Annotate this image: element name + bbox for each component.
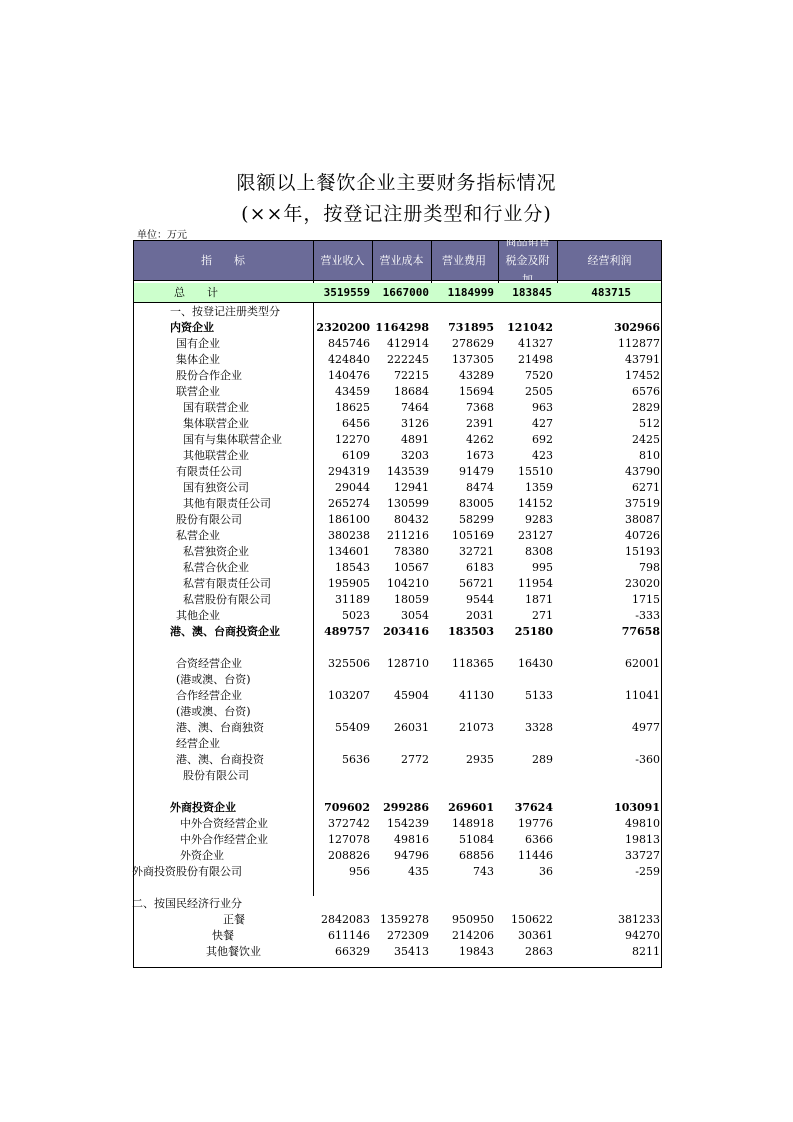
row-value: 195905: [328, 577, 370, 590]
row-value: 7368: [466, 401, 494, 414]
row-value: 6456: [342, 417, 370, 430]
table-row: [134, 768, 661, 784]
row-value: 222245: [387, 353, 429, 366]
row-value: 35413: [394, 945, 429, 958]
row-value: 6183: [466, 561, 494, 574]
row-value: 78380: [394, 545, 429, 558]
row-value: 23127: [518, 529, 553, 542]
row-value: 3328: [525, 721, 553, 734]
row-label: 其他餐饮业: [206, 945, 261, 958]
row-value: 1164298: [375, 321, 429, 334]
table-row: [134, 544, 661, 560]
row-label: 港、澳、台商独资: [176, 721, 264, 734]
table-row: [134, 656, 661, 672]
row-value: 2935: [466, 753, 494, 766]
row-value: 950950: [452, 913, 494, 926]
row-value: 6271: [632, 481, 660, 494]
row-value: -360: [635, 753, 660, 766]
row-value: 77658: [621, 625, 660, 638]
table-row: [134, 560, 661, 576]
row-value: -259: [635, 865, 660, 878]
row-value: 18625: [335, 401, 370, 414]
row-label: 港、澳、台商投资: [176, 753, 264, 766]
row-value: 137305: [452, 353, 494, 366]
row-value: -333: [635, 609, 660, 622]
row-value: 103207: [328, 689, 370, 702]
row-value: 709602: [324, 801, 370, 814]
row-label: 股份有限公司: [176, 513, 242, 526]
row-label: 集体联营企业: [183, 417, 249, 430]
row-value: 19813: [625, 833, 660, 846]
row-label: 其他企业: [176, 609, 220, 622]
row-value: 29044: [335, 481, 370, 494]
row-label: 外商投资企业: [170, 801, 236, 814]
row-value: 2391: [466, 417, 494, 430]
table-row: [134, 480, 661, 496]
row-value: 489757: [324, 625, 370, 638]
row-value: 12941: [394, 481, 429, 494]
table-row: [134, 576, 661, 592]
table-row: [134, 928, 661, 944]
row-value: 127078: [328, 833, 370, 846]
row-value: 150622: [511, 913, 553, 926]
table-row: [134, 704, 661, 720]
row-value: 26031: [394, 721, 429, 734]
row-value: 3203: [401, 449, 429, 462]
table-row: [134, 736, 661, 752]
row-value: 19776: [518, 817, 553, 830]
table-row: [134, 832, 661, 848]
row-value: 43289: [459, 369, 494, 382]
row-value: 36: [539, 865, 553, 878]
header-tax: 商品销售税金及附加: [505, 235, 550, 286]
row-value: 3126: [401, 417, 429, 430]
table-row: [134, 944, 661, 960]
row-value: 272309: [387, 929, 429, 942]
row-label: 经营企业: [176, 737, 220, 750]
table-row: [134, 512, 661, 528]
row-value: 30361: [518, 929, 553, 942]
row-label: 其他有限责任公司: [183, 497, 271, 510]
row-value: 11446: [518, 849, 553, 862]
table-row: [134, 912, 661, 928]
row-value: 2863: [525, 945, 553, 958]
row-value: 32721: [459, 545, 494, 558]
row-value: 25180: [514, 625, 553, 638]
row-value: 112877: [618, 337, 660, 350]
row-value: 41327: [518, 337, 553, 350]
row-value: 37519: [625, 497, 660, 510]
total-row: [134, 283, 661, 303]
table-row: [134, 432, 661, 448]
table-row: [134, 608, 661, 624]
row-value: 8308: [525, 545, 553, 558]
row-label: 联营企业: [176, 385, 220, 398]
row-value: 8474: [466, 481, 494, 494]
row-value: 372742: [328, 817, 370, 830]
row-label: 私营合伙企业: [183, 561, 249, 574]
row-value: 2842083: [321, 913, 370, 926]
row-value: 148918: [452, 817, 494, 830]
row-value: 6576: [632, 385, 660, 398]
row-value: 183503: [448, 625, 494, 638]
row-label: 中外合资经营企业: [180, 817, 268, 830]
row-value: 269601: [448, 801, 494, 814]
page-subtitle: (××年，按登记注册类型和行业分): [241, 203, 552, 225]
row-value: 56721: [459, 577, 494, 590]
row-value: 41130: [459, 689, 494, 702]
row-value: 10567: [394, 561, 429, 574]
table-row: [134, 816, 661, 832]
row-value: 33727: [625, 849, 660, 862]
row-value: 2505: [525, 385, 553, 398]
row-value: 214206: [452, 929, 494, 942]
row-value: 11954: [518, 577, 553, 590]
row-label: 有限责任公司: [176, 465, 242, 478]
row-value: 19843: [459, 945, 494, 958]
row-value: 94270: [625, 929, 660, 942]
row-value: 43459: [335, 385, 370, 398]
row-value: 4977: [632, 721, 660, 734]
row-label: 正餐: [223, 913, 245, 926]
table-row: [134, 800, 661, 816]
row-value: 289: [532, 753, 553, 766]
row-value: 43791: [625, 353, 660, 366]
table-row: [134, 304, 661, 320]
table-row: [134, 496, 661, 512]
row-value: 5133: [525, 689, 553, 702]
row-label: 二、按国民经济行业分: [132, 897, 242, 910]
row-value: 40726: [625, 529, 660, 542]
table-row: [134, 752, 661, 768]
row-value: 154239: [387, 817, 429, 830]
row-value: 18059: [394, 593, 429, 606]
row-value: 5636: [342, 753, 370, 766]
row-value: 325506: [328, 657, 370, 670]
row-value: 23020: [625, 577, 660, 590]
table-row: [134, 896, 661, 912]
table-row: [134, 416, 661, 432]
row-value: 211216: [387, 529, 429, 542]
row-value: 7464: [401, 401, 429, 414]
total-expense: 1184999: [447, 286, 494, 299]
row-value: 143539: [387, 465, 429, 478]
row-label: 其他联营企业: [183, 449, 249, 462]
row-value: 995: [532, 561, 553, 574]
row-label: (港或澳、台资): [176, 705, 251, 718]
row-value: 423: [532, 449, 553, 462]
row-value: 956: [349, 865, 370, 878]
row-value: 58299: [459, 513, 494, 526]
row-value: 380238: [328, 529, 370, 542]
row-value: 1871: [525, 593, 553, 606]
row-label: 私营企业: [176, 529, 220, 542]
row-value: 2320200: [316, 321, 370, 334]
row-value: 15193: [625, 545, 660, 558]
row-value: 3054: [401, 609, 429, 622]
row-label: 国有联营企业: [183, 401, 249, 414]
row-value: 103091: [614, 801, 660, 814]
row-value: 203416: [383, 625, 429, 638]
row-value: 37624: [514, 801, 553, 814]
table-row: [134, 368, 661, 384]
row-value: 427: [532, 417, 553, 430]
row-value: 140476: [328, 369, 370, 382]
row-value: 6366: [525, 833, 553, 846]
row-value: 21498: [518, 353, 553, 366]
total-profit: 483715: [591, 286, 631, 299]
row-value: 21073: [459, 721, 494, 734]
row-value: 743: [473, 865, 494, 878]
row-label: 快餐: [212, 929, 234, 942]
row-value: 18684: [394, 385, 429, 398]
row-value: 31189: [335, 593, 370, 606]
row-value: 51084: [459, 833, 494, 846]
row-value: 2829: [632, 401, 660, 414]
row-value: 49810: [625, 817, 660, 830]
row-value: 845746: [328, 337, 370, 350]
row-value: 104210: [387, 577, 429, 590]
row-value: 128710: [387, 657, 429, 670]
row-value: 271: [532, 609, 553, 622]
row-value: 265274: [328, 497, 370, 510]
row-label: 私营股份有限公司: [183, 593, 271, 606]
table-row: [134, 400, 661, 416]
row-value: 299286: [383, 801, 429, 814]
table-row: [134, 672, 661, 688]
row-label: 国有与集体联营企业: [183, 433, 282, 446]
row-value: 2772: [401, 753, 429, 766]
table-row: [134, 880, 661, 896]
row-value: 83005: [459, 497, 494, 510]
table-row: [134, 864, 661, 880]
row-value: 12270: [335, 433, 370, 446]
row-value: 66329: [335, 945, 370, 958]
table-row: [134, 720, 661, 736]
page-title: 限额以上餐饮企业主要财务指标情况: [236, 172, 557, 194]
row-value: 381233: [618, 913, 660, 926]
table-row: [134, 688, 661, 704]
total-revenue: 3519559: [323, 286, 370, 299]
row-value: 16430: [518, 657, 553, 670]
table-row: [134, 464, 661, 480]
row-value: 43790: [625, 465, 660, 478]
row-value: 1715: [632, 593, 660, 606]
row-label: 私营有限责任公司: [183, 577, 271, 590]
total-label: 总 计: [174, 286, 218, 299]
row-value: 611146: [328, 929, 370, 942]
row-label: 集体企业: [176, 353, 220, 366]
total-tax: 183845: [512, 286, 552, 299]
unit-label: 单位：万元: [137, 230, 187, 241]
row-label: 港、澳、台商投资企业: [170, 625, 280, 638]
header-revenue: 营业收入: [320, 254, 365, 267]
row-label: 私营独资企业: [183, 545, 249, 558]
row-value: 118365: [452, 657, 494, 670]
row-value: 302966: [614, 321, 660, 334]
row-value: 6109: [342, 449, 370, 462]
table-row: [134, 528, 661, 544]
row-label: 股份有限公司: [183, 769, 249, 782]
row-value: 9283: [525, 513, 553, 526]
row-label: (港或澳、台资): [176, 673, 251, 686]
row-value: 2425: [632, 433, 660, 446]
row-value: 294319: [328, 465, 370, 478]
row-label: 国有企业: [176, 337, 220, 350]
row-value: 208826: [328, 849, 370, 862]
row-label: 外资企业: [180, 849, 224, 862]
row-value: 94796: [394, 849, 429, 862]
table-row: [134, 848, 661, 864]
row-value: 130599: [387, 497, 429, 510]
row-value: 412914: [387, 337, 429, 350]
row-value: 15694: [459, 385, 494, 398]
table-row: [134, 784, 661, 800]
row-value: 38087: [625, 513, 660, 526]
row-label: 国有独资公司: [183, 481, 249, 494]
row-value: 1359: [525, 481, 553, 494]
table-row: [134, 352, 661, 368]
header-profit: 经营利润: [587, 254, 632, 267]
row-label: 合资经营企业: [176, 657, 242, 670]
row-value: 15510: [518, 465, 553, 478]
row-value: 11041: [625, 689, 660, 702]
row-value: 49816: [394, 833, 429, 846]
table-row: [134, 384, 661, 400]
row-value: 810: [639, 449, 660, 462]
header-indicator: 指 标: [201, 254, 245, 267]
header-expense: 营业费用: [442, 254, 486, 267]
row-value: 1673: [466, 449, 494, 462]
row-value: 512: [639, 417, 660, 430]
table-row: [134, 640, 661, 656]
row-value: 121042: [507, 321, 553, 334]
table-row: [134, 320, 661, 336]
table-row: [134, 448, 661, 464]
row-value: 424840: [328, 353, 370, 366]
row-value: 435: [408, 865, 429, 878]
row-value: 45904: [394, 689, 429, 702]
row-value: 692: [532, 433, 553, 446]
row-value: 72215: [394, 369, 429, 382]
row-value: 14152: [518, 497, 553, 510]
row-value: 2031: [466, 609, 494, 622]
table-row: [134, 336, 661, 352]
total-cost: 1667000: [382, 286, 429, 299]
row-value: 17452: [625, 369, 660, 382]
row-value: 5023: [342, 609, 370, 622]
row-label: 股份合作企业: [176, 369, 242, 382]
row-value: 798: [639, 561, 660, 574]
row-label: 外商投资股份有限公司: [132, 865, 242, 878]
row-label: 一、按登记注册类型分: [170, 305, 280, 318]
row-label: 合作经营企业: [176, 689, 242, 702]
row-label: 内资企业: [170, 321, 214, 334]
header-divider: [134, 280, 661, 281]
row-value: 8211: [632, 945, 660, 958]
row-value: 91479: [459, 465, 494, 478]
row-value: 963: [532, 401, 553, 414]
table-row: [134, 592, 661, 608]
row-value: 68856: [459, 849, 494, 862]
row-value: 186100: [328, 513, 370, 526]
row-value: 731895: [448, 321, 494, 334]
row-value: 62001: [625, 657, 660, 670]
row-value: 18543: [335, 561, 370, 574]
table-row: [134, 624, 661, 640]
row-value: 55409: [335, 721, 370, 734]
row-value: 4891: [401, 433, 429, 446]
row-value: 134601: [328, 545, 370, 558]
row-value: 80432: [394, 513, 429, 526]
row-value: 1359278: [380, 913, 429, 926]
row-value: 9544: [466, 593, 494, 606]
row-value: 278629: [452, 337, 494, 350]
row-value: 4262: [466, 433, 494, 446]
header-cost: 营业成本: [379, 254, 424, 267]
row-label: 中外合作经营企业: [180, 833, 268, 846]
row-value: 7520: [525, 369, 553, 382]
row-value: 105169: [452, 529, 494, 542]
